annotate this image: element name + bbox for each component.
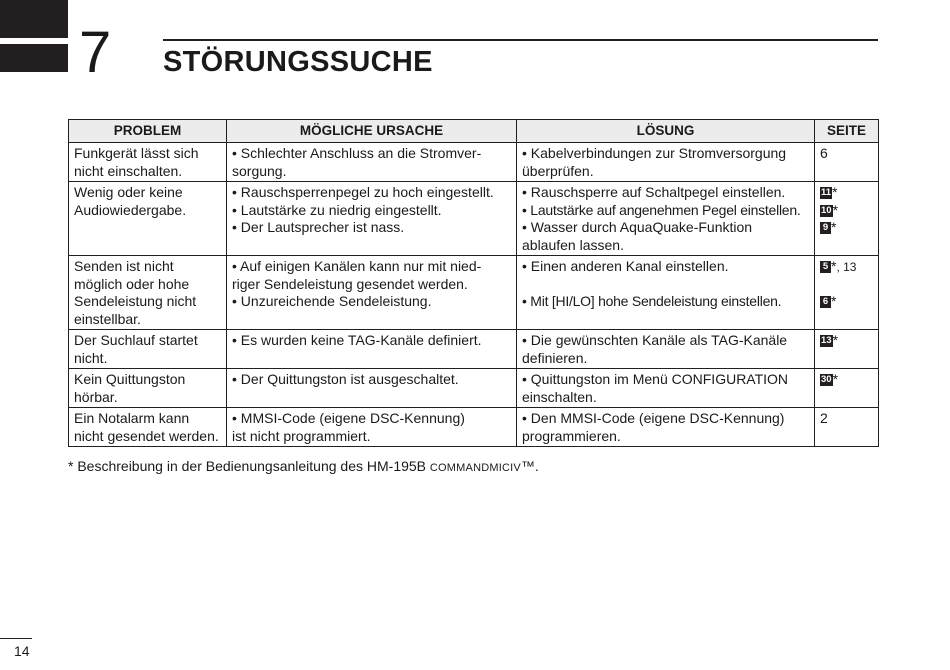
cause-item bbox=[232, 184, 512, 202]
solution-text: • Einen anderen Kanal einstellen. bbox=[522, 258, 729, 274]
cause-text: • Rauschsperrenpegel zu hoch eingestellt. bbox=[232, 184, 494, 200]
page-ref bbox=[820, 145, 874, 163]
problem-cell bbox=[69, 182, 227, 256]
solution-text: • Die gewünschten Kanäle als TAG-Kanäle bbox=[522, 332, 788, 348]
solution-text: definieren. bbox=[522, 349, 588, 366]
cause-text: sorgung. bbox=[232, 162, 287, 179]
cause-item bbox=[232, 410, 512, 445]
footnote-prefix: * Beschreibung in der Bedienungsanleitung des HM-195B bbox=[68, 458, 430, 474]
solution-cell bbox=[517, 330, 815, 369]
table-row bbox=[69, 330, 879, 369]
cause-item bbox=[232, 293, 512, 311]
cause-item bbox=[232, 202, 512, 220]
page-ref-number: , 13 bbox=[836, 260, 857, 274]
cause-cell bbox=[227, 408, 517, 447]
page-ref-badge: 6 bbox=[820, 296, 831, 308]
page-ref bbox=[820, 219, 874, 237]
page-ref-cell bbox=[815, 256, 879, 330]
solution-cell bbox=[517, 143, 815, 182]
page-ref bbox=[820, 293, 874, 311]
problem-text: Sendeleistung nicht bbox=[74, 293, 197, 309]
cause-item bbox=[232, 332, 512, 350]
footnote bbox=[68, 457, 539, 477]
page-ref-asterisk: * bbox=[831, 219, 837, 235]
solution-text: • Wasser durch AquaQuake-Funktion bbox=[522, 219, 753, 235]
cause-cell bbox=[227, 143, 517, 182]
page-ref-badge: 11 bbox=[821, 187, 832, 199]
page-ref-asterisk: * bbox=[831, 293, 837, 309]
page-ref bbox=[820, 276, 874, 294]
solution-item bbox=[522, 258, 810, 293]
problem-cell bbox=[69, 330, 227, 369]
page-ref-cell bbox=[815, 143, 879, 182]
solution-item bbox=[522, 332, 810, 367]
cause-cell bbox=[227, 256, 517, 330]
problem-text: Wenig oder keine bbox=[74, 184, 183, 200]
page-ref-badge: 9 bbox=[820, 222, 831, 234]
solution-text: • Mit [HI/LO] hohe Sendeleistung einstellen. bbox=[522, 293, 782, 309]
page-ref-number: 2 bbox=[820, 410, 828, 426]
page-ref bbox=[820, 332, 874, 350]
cause-item bbox=[232, 219, 512, 237]
solution-text: ablaufen lassen. bbox=[522, 236, 624, 253]
cause-cell bbox=[227, 369, 517, 408]
problem-text: Senden ist nicht bbox=[74, 258, 174, 274]
header-page: SEITE bbox=[815, 120, 879, 143]
problem-text: möglich oder hohe bbox=[74, 275, 190, 292]
solution-text: programmieren. bbox=[522, 427, 621, 444]
solution-text: überprüfen. bbox=[522, 162, 594, 179]
cause-item bbox=[232, 371, 512, 389]
problem-cell bbox=[69, 256, 227, 330]
problem-text: Kein Quittungston bbox=[74, 371, 186, 387]
page-ref-badge: 10 bbox=[821, 204, 832, 216]
page-ref-asterisk: * bbox=[831, 258, 837, 274]
header-problem: PROBLEM bbox=[69, 120, 227, 143]
table-row bbox=[69, 182, 879, 256]
page-ref-asterisk: * bbox=[832, 332, 839, 348]
cause-text: • Der Quittungston ist ausgeschaltet. bbox=[232, 371, 459, 387]
page-ref bbox=[820, 184, 874, 202]
troubleshooting-table bbox=[68, 119, 879, 447]
page-ref-badge: 30 bbox=[821, 374, 832, 386]
problem-text: nicht. bbox=[74, 349, 108, 366]
page-ref-asterisk: * bbox=[832, 371, 839, 387]
page-ref bbox=[820, 410, 874, 428]
chapter-number: 7 bbox=[79, 20, 112, 85]
footnote-suffix: ™. bbox=[520, 458, 539, 474]
table-header-row bbox=[69, 120, 879, 143]
chapter-title: STÖRUNGSSUCHE bbox=[163, 46, 433, 78]
page-ref-cell bbox=[815, 369, 879, 408]
chapter-tab-marker bbox=[0, 0, 68, 38]
solution-item bbox=[522, 145, 810, 180]
page-ref bbox=[820, 371, 874, 389]
cause-text: • Es wurden keine TAG-Kanäle definiert. bbox=[232, 332, 482, 348]
solution-cell bbox=[517, 408, 815, 447]
page-ref-asterisk: * bbox=[832, 201, 839, 218]
table-row bbox=[69, 143, 879, 182]
page-ref-cell bbox=[815, 182, 879, 256]
problem-text: nicht gesendet werden. bbox=[74, 427, 219, 444]
page-ref-badge: 13 bbox=[821, 335, 832, 347]
problem-text: nicht einschalten. bbox=[74, 162, 183, 179]
page-ref-number: 6 bbox=[820, 145, 828, 161]
chapter-tab-marker-lower bbox=[0, 44, 68, 72]
problem-cell bbox=[69, 408, 227, 447]
table-row bbox=[69, 369, 879, 408]
cause-text: • Unzureichende Sendeleistung. bbox=[232, 293, 432, 309]
solution-spacer bbox=[533, 276, 810, 294]
solution-item bbox=[522, 184, 810, 202]
problem-text: hörbar. bbox=[74, 388, 118, 405]
solution-cell bbox=[517, 182, 815, 256]
solution-cell bbox=[517, 369, 815, 408]
cause-item bbox=[232, 258, 512, 293]
page-ref bbox=[820, 258, 874, 276]
page-ref-asterisk: * bbox=[832, 184, 838, 200]
solution-item bbox=[522, 410, 810, 445]
problem-cell bbox=[69, 143, 227, 182]
problem-cell bbox=[69, 369, 227, 408]
cause-cell bbox=[227, 182, 517, 256]
page-ref bbox=[820, 202, 874, 220]
cause-text: • Lautstärke zu niedrig eingestellt. bbox=[232, 201, 442, 218]
solution-item bbox=[522, 293, 810, 311]
solution-item bbox=[522, 202, 810, 220]
cause-item bbox=[232, 145, 512, 180]
cause-text: ist nicht programmiert. bbox=[232, 427, 371, 444]
table-row bbox=[69, 256, 879, 330]
solution-text: einschalten. bbox=[522, 388, 597, 405]
solution-item bbox=[522, 371, 810, 406]
page-ref-cell bbox=[815, 408, 879, 447]
cause-text: • Schlechter Anschluss an die Stromver- bbox=[232, 145, 482, 161]
cause-text: • Der Lautsprecher ist nass. bbox=[232, 219, 405, 235]
page-ref-cell bbox=[815, 330, 879, 369]
header-cause: MÖGLICHE URSACHE bbox=[227, 120, 517, 143]
solution-cell bbox=[517, 256, 815, 330]
problem-text: einstellbar. bbox=[74, 310, 141, 327]
footnote-model: COMMANDMICIV bbox=[429, 462, 521, 474]
title-rule bbox=[163, 39, 878, 41]
solution-item bbox=[522, 219, 810, 254]
cause-text: riger Sendeleistung gesendet werden. bbox=[232, 275, 468, 292]
page-number: 14 bbox=[14, 643, 30, 659]
solution-text: • Quittungston im Menü CONFIGURATION bbox=[522, 371, 789, 387]
solution-text: • Lautstärke auf angenehmen Pegel einstellen. bbox=[522, 201, 801, 218]
problem-text: Ein Notalarm kann bbox=[74, 410, 190, 426]
cause-text: • Auf einigen Kanälen kann nur mit nied- bbox=[232, 258, 482, 274]
solution-text: • Den MMSI-Code (eigene DSC-Kennung) bbox=[522, 410, 785, 426]
problem-text: Der Suchlauf startet bbox=[74, 332, 198, 348]
page-number-rule bbox=[0, 638, 32, 639]
solution-text: • Kabelverbindungen zur Stromversorgung bbox=[522, 145, 787, 161]
problem-text: Audiowiedergabe. bbox=[74, 201, 187, 218]
cause-cell bbox=[227, 330, 517, 369]
solution-text: • Rauschsperre auf Schaltpegel einstellen. bbox=[522, 184, 786, 200]
problem-text: Funkgerät lässt sich bbox=[74, 145, 199, 161]
table-row bbox=[69, 408, 879, 447]
cause-text: • MMSI-Code (eigene DSC-Kennung) bbox=[232, 410, 465, 426]
page-ref-badge: 5 bbox=[820, 261, 831, 273]
header-solution: LÖSUNG bbox=[517, 120, 815, 143]
